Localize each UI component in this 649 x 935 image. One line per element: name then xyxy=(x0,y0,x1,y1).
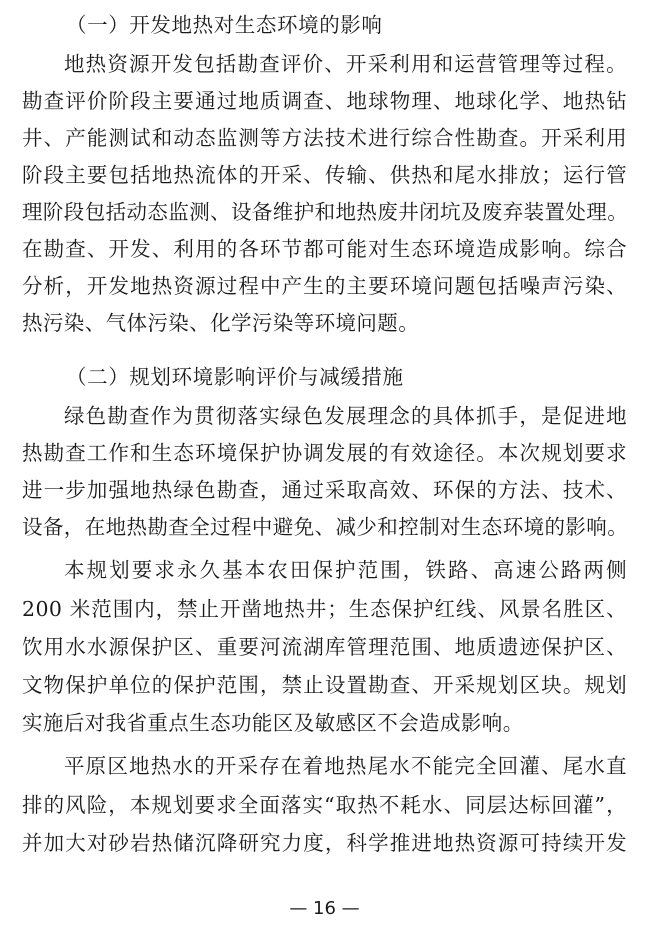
paragraph-line: 设备，在地热勘查全过程中避免、减少和控制对生态环境的影响。 xyxy=(22,515,629,539)
paragraph-line: 排的风险，本规划要求全面落实“取热不耗水、同层达标回灌”， xyxy=(22,793,627,817)
page-number: — 16 — xyxy=(289,898,360,919)
paragraph-line: 井、产能测试和动态监测等方法技术进行综合性勘查。开采利用 xyxy=(22,126,627,150)
paragraph-line: 热污染、气体污染、化学污染等环境问题。 xyxy=(22,311,420,335)
paragraph-line: 分析，开发地热资源过程中产生的主要环境问题包括噪声污染、 xyxy=(22,274,627,298)
paragraph-line: 实施后对我省重点生态功能区及敏感区不会造成影响。 xyxy=(22,711,524,735)
paragraph-line: 文物保护单位的保护范围，禁止设置勘查、开采规划区块。规划 xyxy=(22,673,627,697)
paragraph-line: 勘查评价阶段主要通过地质调查、地球物理、地球化学、地热钻 xyxy=(22,89,627,113)
paragraph-line: 地热资源开发包括勘查评价、开采利用和运营管理等过程。 xyxy=(64,52,627,76)
paragraph-line: 进一步加强地热绿色勘查，通过采取高效、环保的方法、技术、 xyxy=(22,478,627,502)
paragraph-line: 本规划要求永久基本农田保护范围，铁路、高速公路两侧 xyxy=(64,558,627,582)
paragraph-line: 200 米范围内，禁止开凿地热井；生态保护红线、风景名胜区、 xyxy=(22,597,627,621)
paragraph-line: 并加大对砂岩热储沉降研究力度，科学推进地热资源可持续开发 xyxy=(22,831,627,855)
section-heading-2: （二）规划环境影响评价与减缓措施 xyxy=(66,365,404,389)
section-heading-1: （一）开发地热对生态环境的影响 xyxy=(66,13,383,37)
paragraph-line: 绿色勘查作为贯彻落实绿色发展理念的具体抓手，是促进地 xyxy=(64,404,627,428)
paragraph-line: 饮用水水源保护区、重要河流湖库管理范围、地质遗迹保护区、 xyxy=(22,635,627,659)
paragraph-line: 平原区地热水的开采存在着地热尾水不能完全回灌、尾水直 xyxy=(64,754,627,778)
paragraph-line: 理阶段包括动态监测、设备维护和地热废井闭坑及废弃装置处理。 xyxy=(22,200,629,224)
paragraph-line: 热勘查工作和生态环境保护协调发展的有效途径。本次规划要求 xyxy=(22,441,627,465)
paragraph-line: 阶段主要包括地热流体的开采、传输、供热和尾水排放；运行管 xyxy=(22,163,627,187)
paragraph-line: 在勘查、开发、利用的各环节都可能对生态环境造成影响。综合 xyxy=(22,237,627,261)
